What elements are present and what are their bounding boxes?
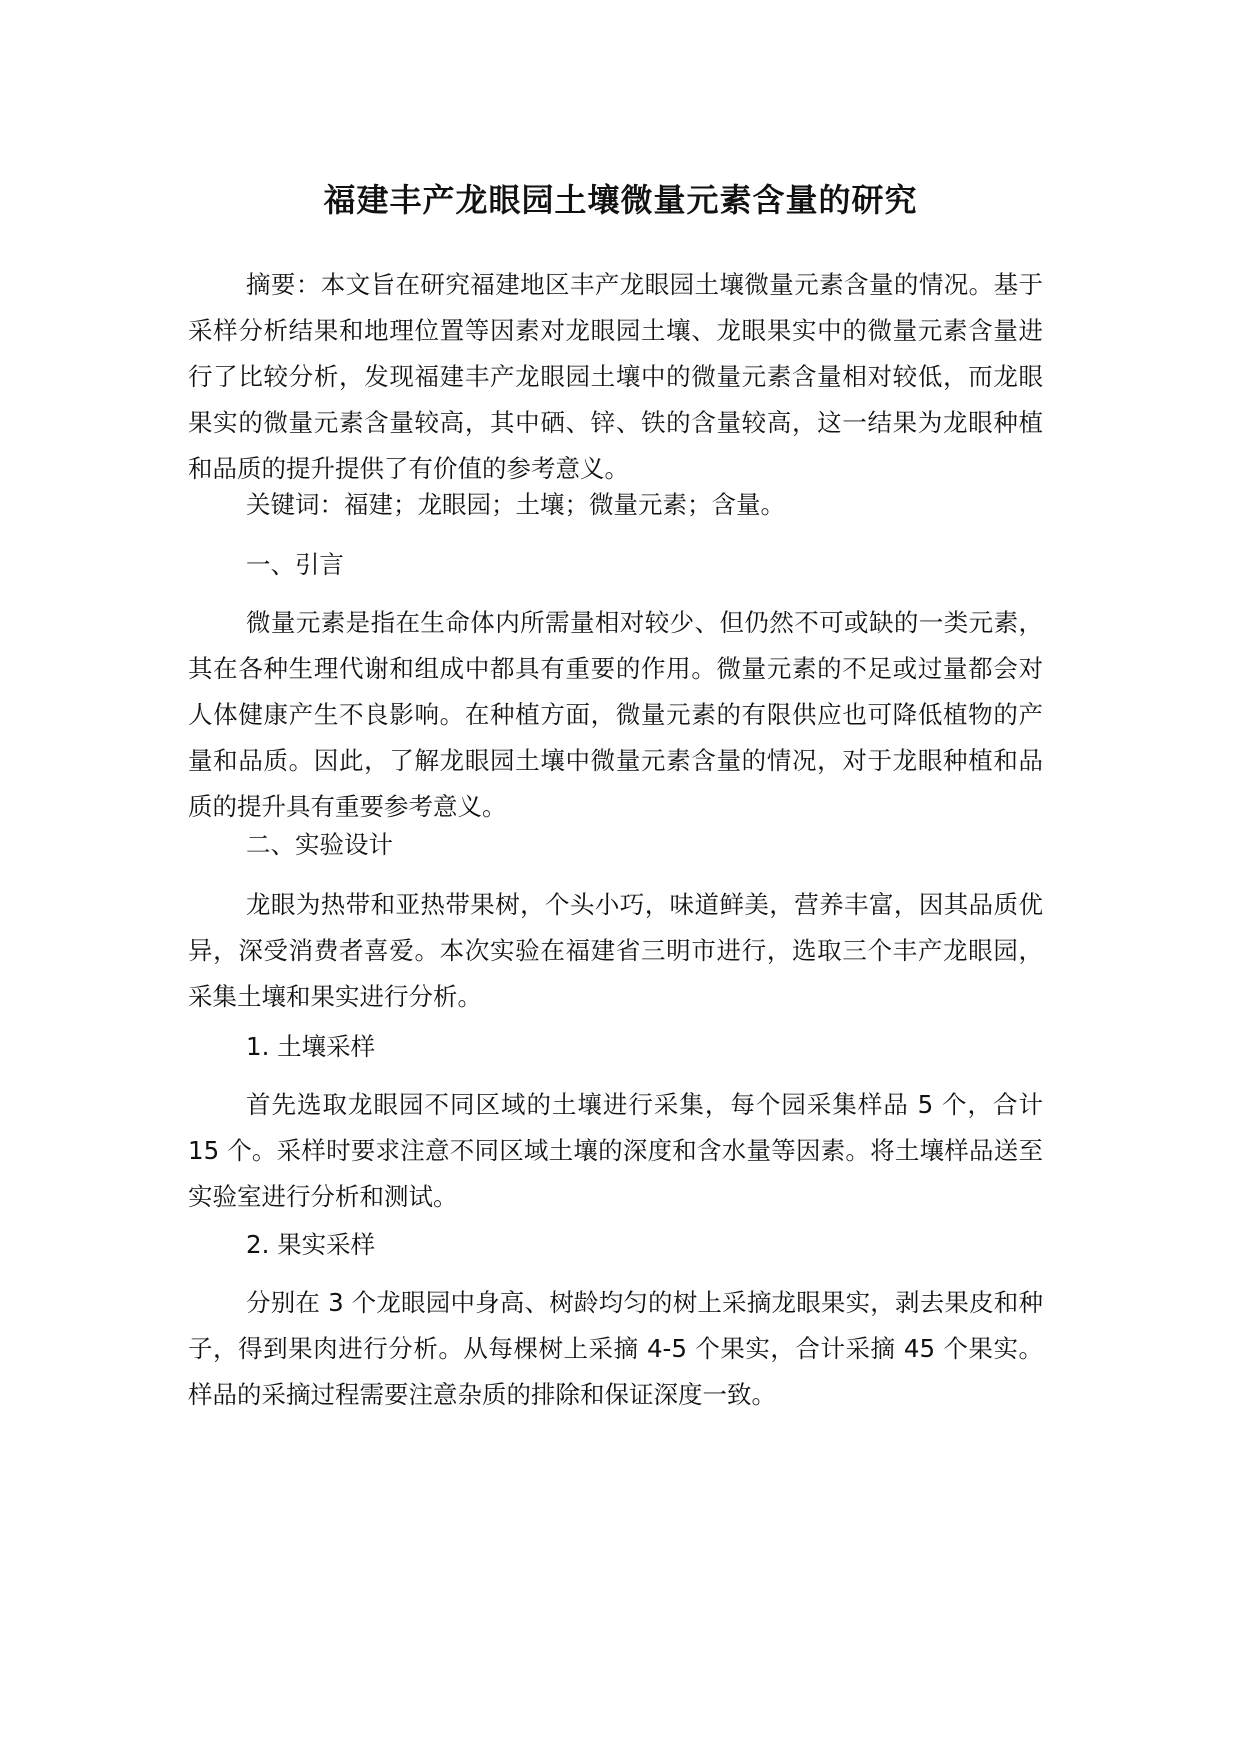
section-heading-introduction: 一、引言 [246, 550, 344, 579]
abstract-paragraph: 摘要：本文旨在研究福建地区丰产龙眼园土壤微量元素含量的情况。基于采样分析结果和地理位置等因素对龙眼园土壤、龙眼果实中的微量元素含量进行了比较分析，发现福建丰产龙眼园土壤中的微量元素含量相对较低，而龙眼果实的微量元素含量较高，其中硒、锌、铁的含量较高，这一结果为龙眼种植和品质的提升提供了有价值的参考意义。 [188, 270, 1043, 483]
section-heading-experiment-design: 二、实验设计 [246, 830, 393, 859]
introduction-paragraph: 微量元素是指在生命体内所需量相对较少、但仍然不可或缺的一类元素，其在各种生理代谢和组成中都具有重要的作用。微量元素的不足或过量都会对人体健康产生不良影响。在种植方面，微量元素的有限供应也可降低植物的产量和品质。因此，了解龙眼园土壤中微量元素含量的情况，对于龙眼种植和品质的提升具有重要参考意义。 [188, 608, 1043, 821]
document-title: 福建丰产龙眼园土壤微量元素含量的研究 [323, 181, 918, 219]
fruit-sampling-paragraph: 分别在 3 个龙眼园中身高、树龄均匀的树上采摘龙眼果实，剥去果皮和种子，得到果肉进行分析。从每棵树上采摘 4-5 个果实，合计采摘 45 个果实。样品的采摘过程需要注意杂质的排除和保证深度一致。 [188, 1288, 1043, 1409]
soil-sampling-paragraph: 首先选取龙眼园不同区域的土壤进行采集，每个园采集样品 5 个，合计 15 个。采样时要求注意不同区域土壤的深度和含水量等因素。将土壤样品送至实验室进行分析和测试。 [188, 1090, 1043, 1211]
keywords-line: 关键词：福建；龙眼园；土壤；微量元素；含量。 [246, 490, 785, 519]
subsection-heading-fruit-sampling: 2. 果实采样 [246, 1230, 376, 1259]
experiment-design-paragraph: 龙眼为热带和亚热带果树，个头小巧，味道鲜美，营养丰富，因其品质优异，深受消费者喜爱。本次实验在福建省三明市进行，选取三个丰产龙眼园，采集土壤和果实进行分析。 [188, 890, 1043, 1011]
subsection-heading-soil-sampling: 1. 土壤采样 [246, 1032, 376, 1061]
